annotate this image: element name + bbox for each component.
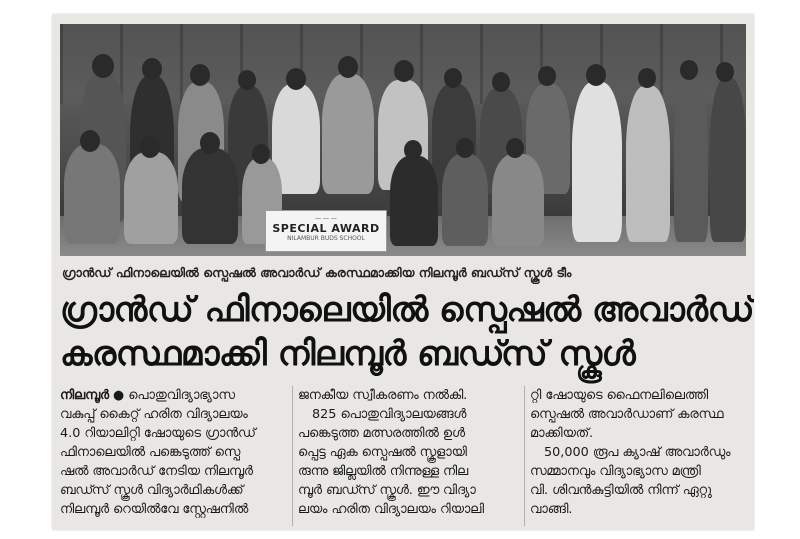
article-line: വാങ്ങി. [530,502,573,517]
person-head [444,68,462,88]
person-head [142,58,162,80]
article-line: ഷൽ അവാർഡ് നേടിയ നിലമ്പൂർ [60,464,253,479]
article-line: നിലമ്പൂർ ● പൊതുവിദ്യാഭ്യാസ [60,388,235,403]
article-line: വി. ശിവൻകുട്ടിയിൽ നിന്ന് ഏറ്റു [530,483,712,498]
article-line: 4.0 റിയാലിറ്റി ഷോയുടെ ഗ്രാൻഡ് [60,426,256,441]
group-photo [60,24,746,256]
person [626,86,670,242]
newspaper-clipping [52,14,754,530]
article-column-3 [530,386,746,519]
person-head [492,72,510,92]
person-head [286,68,306,90]
article-column-1 [60,386,288,519]
article-line: ലയം ഹരിത വിദ്യാലയം റിയാലി [298,502,484,517]
article-line: സമ്മാനവും വിദ്യാഭ്യാസ മന്ത്രി [530,464,701,479]
person-head [80,130,100,152]
article-column-2 [298,386,520,519]
article-line: ബഡ്സ് സ്കൂൾ വിദ്യാർഥികൾക്ക് [60,483,244,498]
article-line: പ്പെട്ട ഏക സ്പെഷൽ സ്കൂളായി [298,445,467,460]
headline-line-2: കരസ്ഥമാക്കി നിലമ്പൂർ ബഡ്സ് സ്കൂൾ [60,334,636,374]
headline-line-1: ഗ്രാൻഡ് ഫിനാലെയിൽ സ്പെഷൽ അവാർഡ് [60,290,754,330]
person-head [92,54,114,78]
person-head [716,62,734,82]
column-rule [524,386,525,526]
person [390,156,438,246]
person-head [638,68,656,88]
person-head [680,60,698,80]
article-line: സ്പെഷൽ അവാർഡാണ് കരസ്ഥ [530,407,724,422]
special-award-banner [265,210,387,252]
person-head [238,70,256,90]
article-line: 825 പൊതുവിദ്യാലയങ്ങൾ [312,407,467,422]
person [572,82,622,242]
article-line: മാക്കിയത്. [530,426,594,441]
article-line: മ്പൂർ ബഡ്സ് സ്കൂൾ. ഈ വിദ്യാ [298,483,476,498]
article-line: ഫിനാലെയിൽ പങ്കെടുത്ത് സ്പെ [60,445,241,460]
photo-caption: ഗ്രാൻഡ് ഫിനാലെയിൽ സ്പെഷൽ അവാർഡ് കരസ്ഥമാക്കിയ നിലമ്പൂർ ബഡ്സ് സ്കൂൾ ടീം [62,265,572,280]
dateline: നിലമ്പൂർ [60,388,109,403]
person-head [252,144,270,164]
article-line: രുന്നു ജില്ലയിൽ നിന്നുള്ള നില [298,464,469,479]
article-line: ജനകീയ സ്വീകരണം നൽകി. [298,388,468,403]
person [492,154,544,246]
article-line: വകുപ്പ് കൈറ്റ് ഹരിത വിദ്യാലയം [60,407,248,422]
headline [60,288,754,376]
person [64,144,120,244]
banner-subtitle: NILAMBUR BUDS SCHOOL [287,235,365,243]
person [124,152,178,244]
article-line-text: പൊതുവിദ്യാഭ്യാസ [128,388,235,403]
person [322,74,374,194]
person-head [140,136,160,158]
person [674,76,708,242]
person-head [538,66,556,86]
article-body [60,386,746,526]
article-line: പങ്കെടുത്ത മത്സരത്തിൽ ഉൾ [298,426,465,441]
person-head [456,138,474,158]
article-line: നിലമ്പൂർ റെയിൽവേ സ്റ്റേഷനിൽ [60,502,249,517]
column-rule [292,386,293,526]
person-head [506,138,524,158]
person [182,148,238,244]
person-head [404,140,422,160]
banner-top-text: — — — [315,215,337,222]
article-line: 50,000 രൂപ ക്യാഷ് അവാർഡും [544,445,731,460]
person-head [394,60,414,82]
person [710,78,746,242]
banner-title: SPECIAL AWARD [272,222,380,236]
person-head [586,64,606,86]
person [442,154,488,246]
article-line: റ്റി ഷോയുടെ ഫൈനലിലെത്തി [530,388,709,403]
person-head [200,132,220,154]
person-head [190,64,210,86]
person-head [338,56,358,78]
